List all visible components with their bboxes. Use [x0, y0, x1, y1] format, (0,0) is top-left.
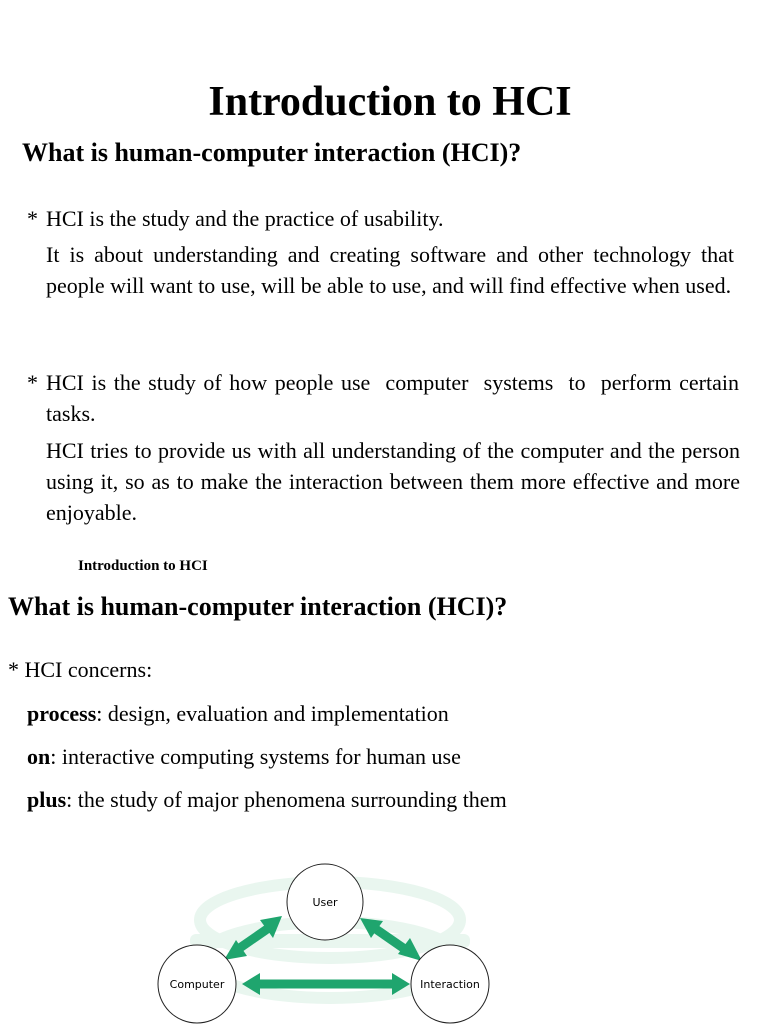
- section-heading: What is human-computer interaction (HCI)?: [8, 592, 508, 621]
- node-interaction-label: Interaction: [420, 978, 480, 991]
- slide-small-title: Introduction to HCI: [78, 558, 208, 574]
- concern-term: plus: [27, 787, 67, 812]
- bullet-detail: HCI tries to provide us with all understanding of the computer and the person using it, so as to make the interaction between them more effective and more enjoyable.: [46, 438, 740, 525]
- concern-text: : design, evaluation and implementation: [96, 701, 449, 726]
- concern-text: : interactive computing systems for human use: [50, 744, 461, 769]
- concerns-intro: * HCI concerns:: [8, 657, 153, 682]
- concern-term: on: [27, 744, 51, 769]
- section-heading: What is human-computer interaction (HCI)?: [22, 138, 522, 167]
- bullet-marker: *: [27, 206, 38, 231]
- concern-term: process: [27, 701, 97, 726]
- bullet-marker: *: [27, 370, 38, 395]
- hci-diagram: [150, 860, 510, 1024]
- bullet-text: HCI is the study of how people use computer systems to perform certain tasks.: [46, 370, 745, 426]
- concern-item: [27, 742, 461, 772]
- node-computer-label: Computer: [169, 978, 225, 991]
- concern-text: : the study of major phenomena surrounding them: [66, 787, 507, 812]
- node-interaction: [411, 945, 489, 1023]
- bullet-detail: It is about understanding and creating software and other technology that people will want to use, will be able to use, and will find effective when used.: [46, 242, 734, 298]
- node-user: [287, 864, 363, 940]
- page-title: Introduction to HCI: [208, 79, 572, 125]
- node-user-label: User: [312, 896, 338, 909]
- bullet-text: HCI is the study and the practice of usability.: [46, 206, 444, 231]
- concern-item: [27, 785, 507, 815]
- node-computer: [158, 945, 236, 1023]
- concern-item: [27, 699, 449, 729]
